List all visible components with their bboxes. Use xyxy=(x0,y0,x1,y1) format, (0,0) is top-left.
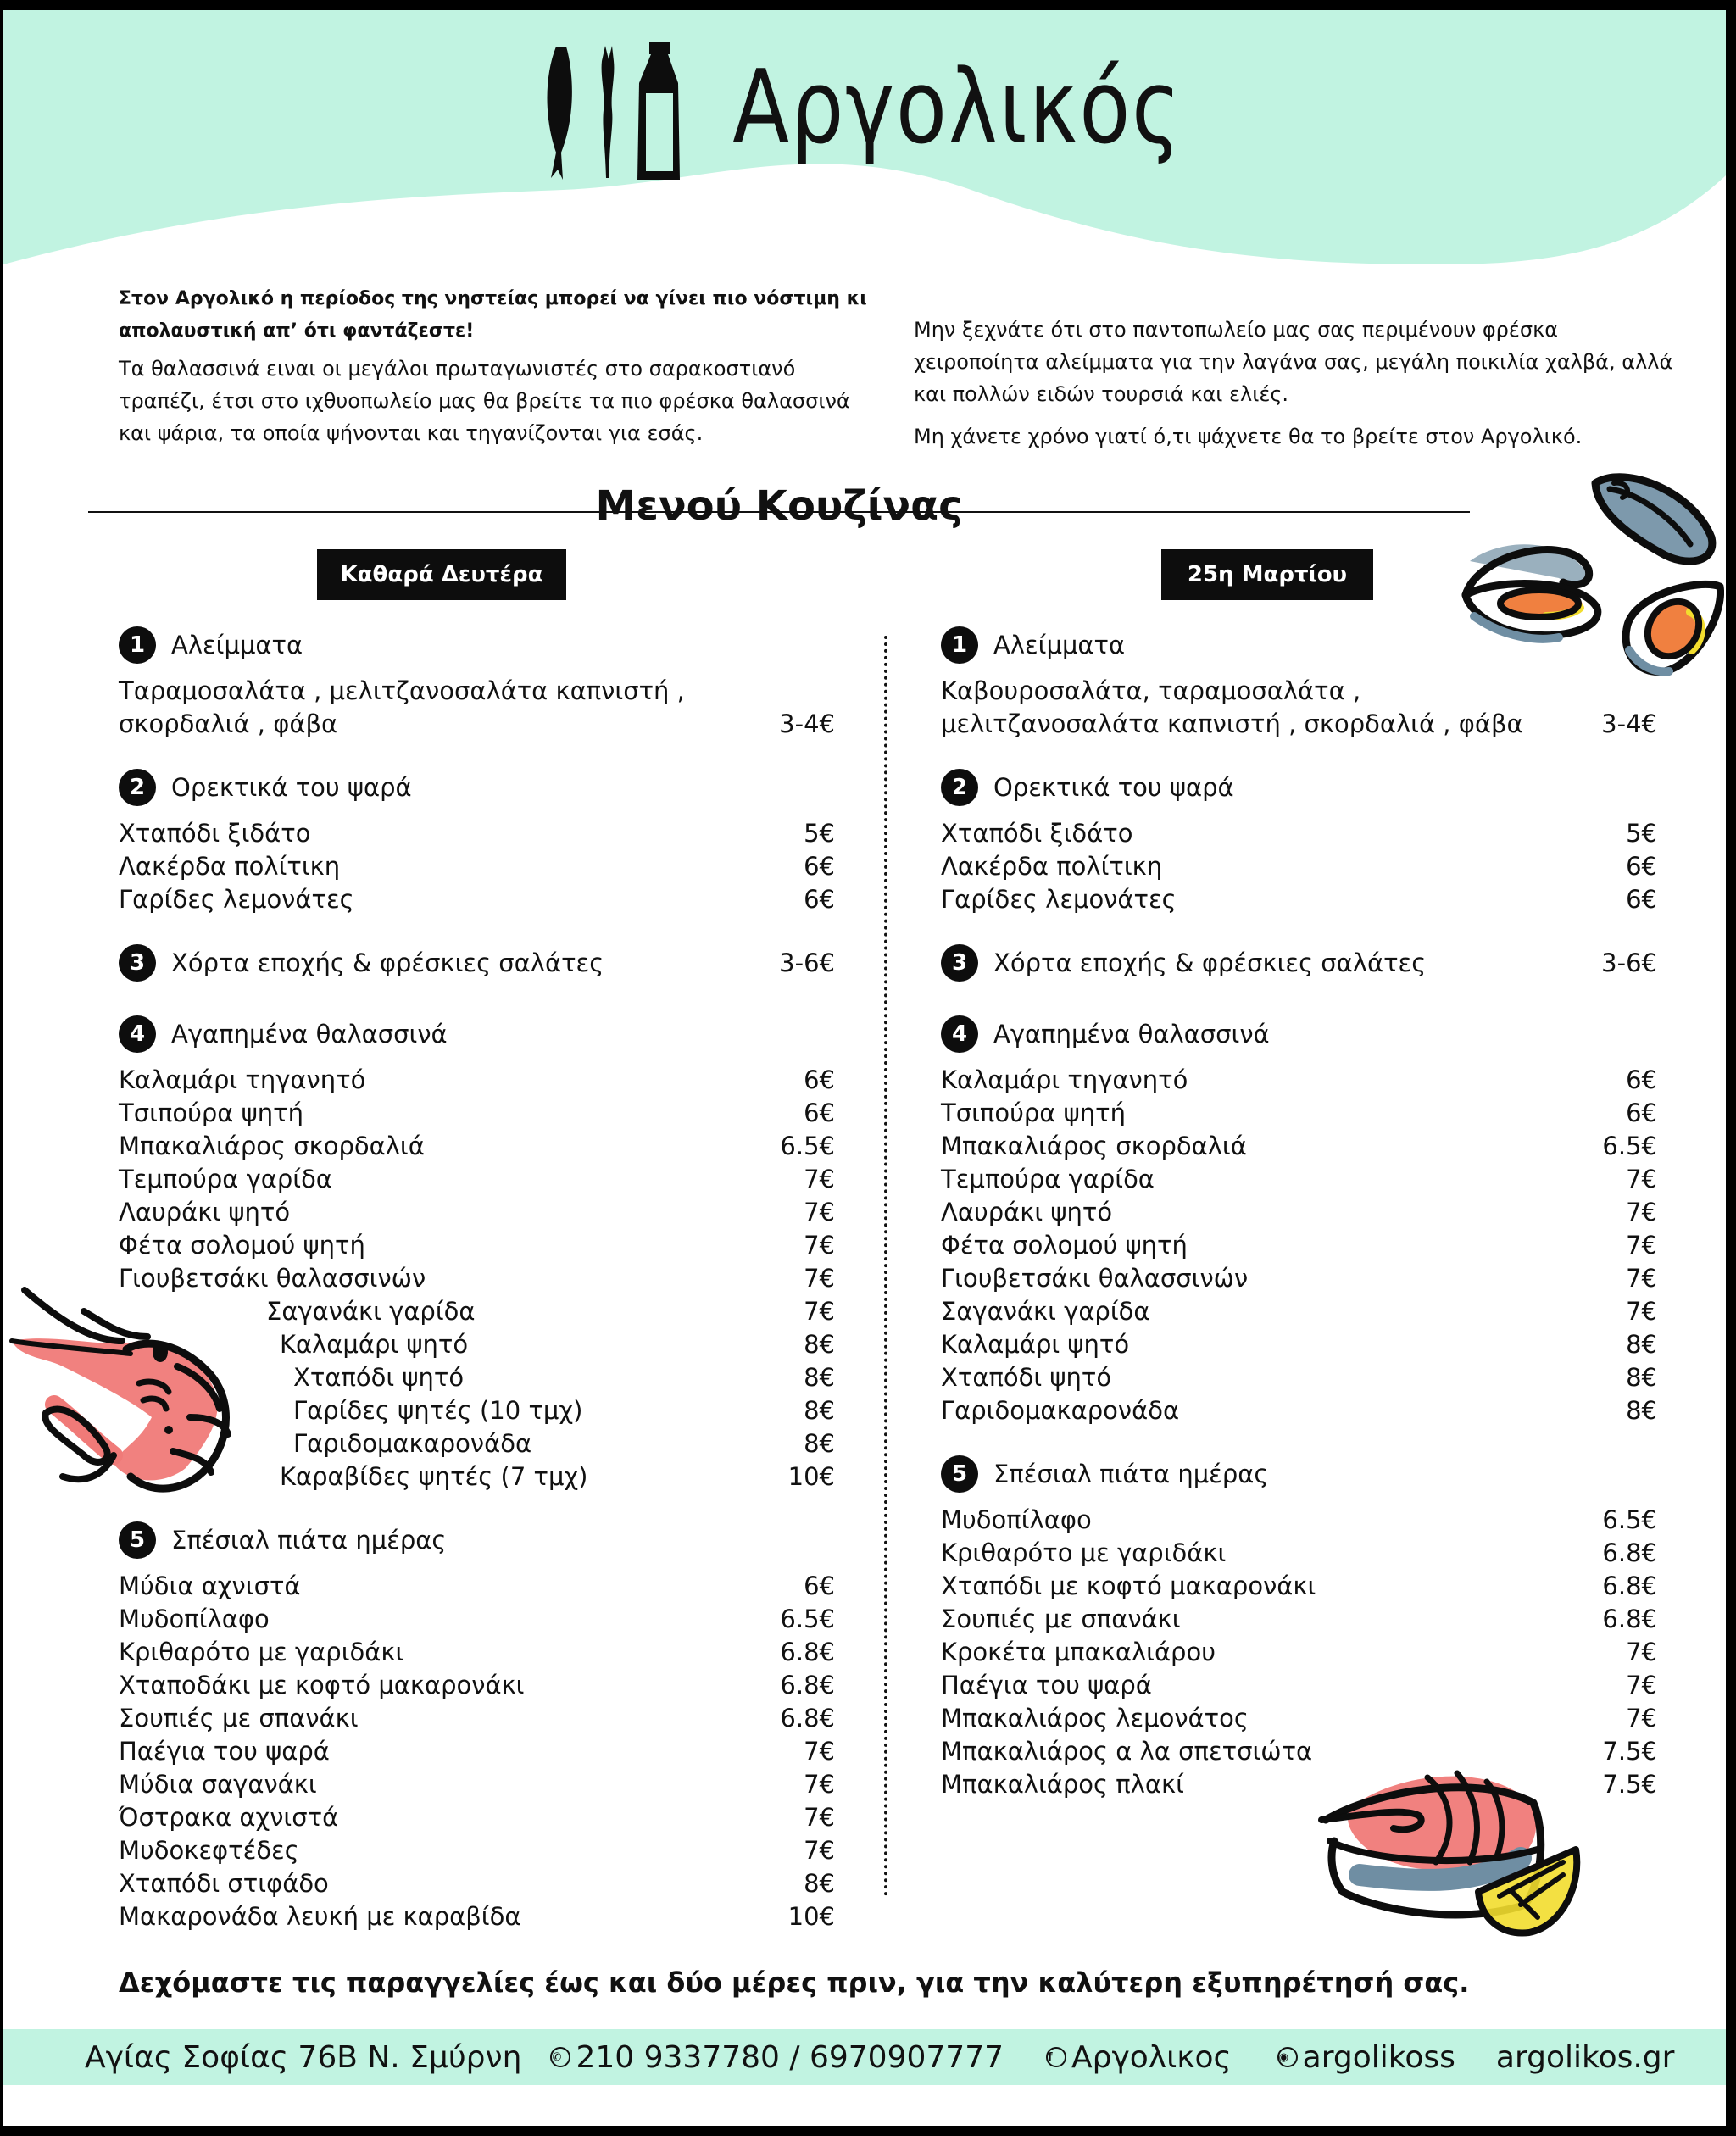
menu-item xyxy=(119,1768,835,1801)
menu-item-price: 6€ xyxy=(804,1065,835,1094)
menu-item-name: Μυδοκεφτέδες xyxy=(119,1836,299,1865)
menu-item-price: 7€ xyxy=(804,1737,835,1766)
phone-icon: ✆ xyxy=(550,2047,570,2067)
menu-item xyxy=(119,817,835,850)
menu-item-name: Τεμπούρα γαρίδα xyxy=(119,1165,332,1193)
menu-item xyxy=(941,1702,1657,1735)
menu-item xyxy=(119,1097,835,1130)
menu-item-name: Καραβίδες ψητές (7 τμχ) xyxy=(280,1462,588,1491)
menu-item-price: 8€ xyxy=(1626,1396,1657,1425)
footer-address: Αγίας Σοφίας 76Β Ν. Σμύρνη xyxy=(85,2039,522,2075)
menu-item-name xyxy=(119,675,685,741)
menu-item xyxy=(941,1163,1657,1196)
footer-instagram[interactable] xyxy=(1277,2040,1455,2075)
menu-item-price: 7€ xyxy=(804,1297,835,1326)
menu-item-price: 7€ xyxy=(804,1198,835,1227)
menu-item-name: Φέτα σολομού ψητή xyxy=(941,1231,1188,1260)
menu-item-name: Σαγανάκι γαρίδα xyxy=(941,1297,1150,1326)
section-price: 3-6€ xyxy=(779,948,835,977)
footer-facebook[interactable] xyxy=(1046,2040,1232,2075)
section-price: 3-6€ xyxy=(1601,948,1657,977)
menu-section xyxy=(941,763,1657,916)
menu-item xyxy=(941,1669,1657,1702)
menu-item-name: Χταπόδι ξιδάτο xyxy=(941,819,1133,848)
menu-item-line: Ταραμοσαλάτα , μελιτζανοσαλάτα καπνιστή , xyxy=(119,676,685,705)
menu-item xyxy=(119,1900,835,1933)
carrot-icon xyxy=(602,46,615,178)
menu-item-name: Χταπόδι με κοφτό μακαρονάκι xyxy=(941,1571,1316,1600)
menu-item-price: 6.8€ xyxy=(1602,1571,1657,1600)
section-title: Αλείμματα xyxy=(171,631,303,659)
menu-item-price: 8€ xyxy=(804,1330,835,1359)
menu-item-name: Μακαρονάδα λευκή με καραβίδα xyxy=(119,1902,521,1931)
mussels-illustration xyxy=(1444,459,1724,680)
menu-item-name: Γιουβετσάκι θαλασσινών xyxy=(941,1264,1249,1293)
logo-icons xyxy=(546,42,703,183)
menu-item-price: 7€ xyxy=(804,1836,835,1865)
menu-item-name: Παέγια του ψαρά xyxy=(941,1671,1152,1699)
facebook-icon: f xyxy=(1046,2047,1066,2067)
menu-item xyxy=(941,1328,1657,1361)
section-title: Σπέσιαλ πιάτα ημέρας xyxy=(171,1526,447,1555)
menu-item-price: 7.5€ xyxy=(1602,1737,1657,1766)
section-title: Αγαπημένα θαλασσινά xyxy=(993,1020,1270,1049)
menu-item-name: Μύδια σαγανάκι xyxy=(119,1770,317,1799)
menu-section xyxy=(941,1010,1657,1427)
section-header xyxy=(119,1516,835,1565)
menu-item xyxy=(119,1196,835,1229)
menu-item-price: 8€ xyxy=(1626,1330,1657,1359)
column-badge-march-25: 25η Μαρτίου xyxy=(1161,549,1373,600)
menu-item xyxy=(941,675,1657,741)
menu-item-name: Σαγανάκι γαρίδα xyxy=(266,1297,476,1326)
menu-section xyxy=(941,938,1657,987)
menu-item xyxy=(941,1064,1657,1097)
menu-title: Μενού Κουζίνας xyxy=(595,482,963,530)
menu-item xyxy=(941,1603,1657,1636)
menu-item-name: Μπακαλιάρος σκορδαλιά xyxy=(941,1132,1247,1160)
section-number-badge: 3 xyxy=(119,944,156,982)
section-header xyxy=(119,938,835,987)
instagram-handle: argolikoss xyxy=(1302,2039,1455,2075)
menu-item xyxy=(119,1130,835,1163)
menu-item xyxy=(941,1570,1657,1603)
menu-item-name: Χταποδάκι με κοφτό μακαρονάκι xyxy=(119,1671,525,1699)
section-title: Χόρτα εποχής & φρέσκιες σαλάτες xyxy=(993,948,1427,977)
menu-item xyxy=(941,1394,1657,1427)
menu-item-name: Χταπόδι ψητό xyxy=(941,1363,1112,1392)
menu-item-price: 6€ xyxy=(804,885,835,914)
menu-item-price: 8€ xyxy=(1626,1363,1657,1392)
menu-item-line: Καβουροσαλάτα, ταραμοσαλάτα , xyxy=(941,676,1361,705)
menu-item-name: Λαυράκι ψητό xyxy=(119,1198,291,1227)
menu-item-price: 7€ xyxy=(804,1803,835,1832)
menu-item xyxy=(119,1702,835,1735)
menu-item-name: Λακέρδα πολίτικη xyxy=(941,852,1163,881)
menu-item-name: Γαρίδες λεμονάτες xyxy=(941,885,1177,914)
menu-item-price: 10€ xyxy=(787,1902,835,1931)
section-title: Σπέσιαλ πιάτα ημέρας xyxy=(993,1460,1269,1488)
menu-item-price: 8€ xyxy=(804,1869,835,1898)
menu-column-right xyxy=(941,620,1657,1823)
menu-item-price: 8€ xyxy=(804,1396,835,1425)
menu-item-name: Γαρίδες λεμονάτες xyxy=(119,885,354,914)
section-header xyxy=(941,1449,1657,1499)
footer-website-link[interactable]: argolikos.gr xyxy=(1495,2039,1675,2075)
menu-item-price: 6€ xyxy=(1626,1099,1657,1127)
menu-section xyxy=(119,938,835,987)
menu-item-name: Χταπόδι ξιδάτο xyxy=(119,819,311,848)
section-number-badge: 4 xyxy=(119,1015,156,1053)
menu-item-name: Καλαμάρι ψητό xyxy=(280,1330,469,1359)
menu-item xyxy=(941,850,1657,883)
menu-item-price: 7€ xyxy=(1626,1671,1657,1699)
section-number-badge: 1 xyxy=(941,626,978,664)
menu-item-price: 6€ xyxy=(1626,852,1657,881)
menu-item xyxy=(119,1801,835,1834)
menu-item-price: 3-4€ xyxy=(1601,709,1657,738)
menu-section xyxy=(119,620,835,741)
menu-item-price: 7€ xyxy=(804,1264,835,1293)
menu-item-price: 8€ xyxy=(804,1429,835,1458)
intro-paragraph: Μην ξεχνάτε ότι στο παντοπωλείο μας σας περιμένουν φρέσκα χειροποίητα αλείμματα για την λαγάνα σας, μεγάλη ποικιλία χαλβά, αλλά και πολλών ειδών τουρσιά και ελιές. xyxy=(914,318,1673,406)
section-items xyxy=(119,675,835,741)
menu-item xyxy=(119,1867,835,1900)
section-title: Ορεκτικά του ψαρά xyxy=(993,773,1234,802)
menu-item-name: Κροκέτα μπακαλιάρου xyxy=(941,1638,1216,1666)
section-items xyxy=(941,1064,1657,1427)
menu-section xyxy=(119,1516,835,1933)
menu-item xyxy=(941,1537,1657,1570)
menu-item-name: Τεμπούρα γαρίδα xyxy=(941,1165,1155,1193)
menu-item-name: Μπακαλιάρος πλακί xyxy=(941,1770,1184,1799)
section-items xyxy=(941,675,1657,741)
section-number-badge: 1 xyxy=(119,626,156,664)
menu-item-price: 10€ xyxy=(787,1462,835,1491)
section-items xyxy=(119,817,835,916)
menu-item-price: 7€ xyxy=(804,1770,835,1799)
footer-contact-bar xyxy=(3,2029,1726,2085)
menu-item-name: Καλαμάρι ψητό xyxy=(941,1330,1130,1359)
menu-item-name: Γαριδομακαρονάδα xyxy=(293,1429,532,1458)
menu-item-price: 6€ xyxy=(1626,1065,1657,1094)
section-header xyxy=(119,1010,835,1059)
menu-item-price: 6€ xyxy=(804,852,835,881)
menu-item xyxy=(941,817,1657,850)
menu-item xyxy=(941,1361,1657,1394)
menu-item-name: Μυδοπίλαφο xyxy=(941,1505,1092,1534)
shrimp-illustration xyxy=(3,1273,283,1502)
menu-item-name: Γαρίδες ψητές (10 τμχ) xyxy=(293,1396,583,1425)
column-divider xyxy=(884,636,887,1897)
menu-item-price: 7€ xyxy=(1626,1297,1657,1326)
intro-right xyxy=(914,314,1677,463)
menu-item xyxy=(941,1295,1657,1328)
menu-item-price: 5€ xyxy=(1626,819,1657,848)
menu-item-name xyxy=(941,675,1523,741)
menu-item-name: Κριθαρότο με γαριδάκι xyxy=(119,1638,404,1666)
menu-item-price: 6.8€ xyxy=(1602,1538,1657,1567)
menu-item-name: Γιουβετσάκι θαλασσινών xyxy=(119,1264,426,1293)
phone-number: 210 9337780 / 6970907777 xyxy=(576,2039,1004,2075)
menu-item xyxy=(119,1735,835,1768)
menu-item-name: Μύδια αχνιστά xyxy=(119,1571,301,1600)
menu-item-name: Κριθαρότο με γαριδάκι xyxy=(941,1538,1227,1567)
menu-item-line: μελιτζανοσαλάτα καπνιστή , σκορδαλιά , φάβα xyxy=(941,709,1523,738)
section-title: Ορεκτικά του ψαρά xyxy=(171,773,412,802)
intro-paragraph: Μη χάνετε χρόνο γιατί ό,τι ψάχνετε θα το βρείτε στον Αργολικό. xyxy=(914,425,1583,448)
menu-page xyxy=(3,10,1726,2126)
menu-item xyxy=(119,1064,835,1097)
footer-phone[interactable] xyxy=(550,2040,1004,2075)
menu-item-price: 7€ xyxy=(1626,1704,1657,1733)
section-title: Χόρτα εποχής & φρέσκιες σαλάτες xyxy=(171,948,604,977)
intro-left xyxy=(119,283,882,459)
menu-item xyxy=(941,1636,1657,1669)
menu-item-price: 6€ xyxy=(804,1099,835,1127)
section-number-badge: 2 xyxy=(119,769,156,806)
menu-item-name: Σουπιές με σπανάκι xyxy=(119,1704,359,1733)
orders-note: Δεχόμαστε τις παραγγελίες έως και δύο μέρες πριν, για την καλύτερη εξυπηρέτησή σας. xyxy=(119,1966,1470,1999)
section-header xyxy=(941,1010,1657,1059)
menu-item-price: 3-4€ xyxy=(779,709,835,738)
intro-headline: Στον Αργολικό η περίοδος της νηστείας μπορεί να γίνει πιο νόστιμη κι απολαυστική απ’ ότι φαντάζεστε! xyxy=(119,288,867,342)
section-items xyxy=(119,1570,835,1933)
menu-item-price: 7€ xyxy=(804,1165,835,1193)
menu-item-name: Τσιπούρα ψητή xyxy=(941,1099,1126,1127)
section-number-badge: 5 xyxy=(119,1521,156,1559)
column-badge-clean-monday: Καθαρά Δευτέρα xyxy=(317,549,566,600)
section-header xyxy=(119,620,835,670)
menu-item-price: 6.5€ xyxy=(1602,1505,1657,1534)
menu-item xyxy=(119,1669,835,1702)
salmon-steak-illustration xyxy=(1309,1756,1589,1960)
facebook-handle: Αργολικος xyxy=(1071,2039,1232,2075)
menu-item xyxy=(119,1636,835,1669)
menu-item-name: Μπακαλιάρος λεμονάτος xyxy=(941,1704,1249,1733)
section-number-badge: 5 xyxy=(941,1455,978,1493)
menu-item xyxy=(941,1097,1657,1130)
section-number-badge: 3 xyxy=(941,944,978,982)
menu-item-price: 6.8€ xyxy=(780,1704,835,1733)
menu-item-name: Μπακαλιάρος σκορδαλιά xyxy=(119,1132,425,1160)
menu-item-price: 6.8€ xyxy=(780,1638,835,1666)
menu-item xyxy=(119,675,835,741)
brand-logo xyxy=(546,42,1241,186)
menu-item xyxy=(941,1130,1657,1163)
menu-item-name: Φέτα σολομού ψητή xyxy=(119,1231,365,1260)
menu-item xyxy=(941,1229,1657,1262)
fish-icon xyxy=(548,47,572,180)
menu-item xyxy=(941,1262,1657,1295)
section-number-badge: 2 xyxy=(941,769,978,806)
menu-item-name: Όστρακα αχνιστά xyxy=(119,1803,339,1832)
menu-item-price: 6.5€ xyxy=(780,1605,835,1633)
menu-item-price: 6.5€ xyxy=(1602,1132,1657,1160)
section-header xyxy=(941,763,1657,812)
menu-item xyxy=(941,883,1657,916)
menu-item-name: Χταπόδι ψητό xyxy=(293,1363,465,1392)
menu-item-price: 6.8€ xyxy=(1602,1605,1657,1633)
menu-item-name: Καλαμάρι τηγανητό xyxy=(119,1065,366,1094)
bottle-icon xyxy=(637,42,680,180)
menu-item xyxy=(119,850,835,883)
menu-item-name: Παέγια του ψαρά xyxy=(119,1737,330,1766)
menu-item xyxy=(119,1570,835,1603)
menu-item-name: Σουπιές με σπανάκι xyxy=(941,1605,1181,1633)
intro-paragraph: Τα θαλασσινά ειναι οι μεγάλοι πρωταγωνιστές στο σαρακοστιανό τραπέζι, έτσι στο ιχθυοπωλείο μας θα βρείτε τα πιο φρέσκα θαλασσινά και ψάρια, τα οποία ψήνονται και τηγανίζονται για εσάς. xyxy=(119,357,850,445)
menu-item-name: Γαριδομακαρονάδα xyxy=(941,1396,1180,1425)
menu-item xyxy=(119,1603,835,1636)
menu-item-price: 7€ xyxy=(1626,1231,1657,1260)
menu-item-price: 6€ xyxy=(804,1571,835,1600)
brand-name: Αργολικός xyxy=(732,49,1182,167)
menu-item-name: Λακέρδα πολίτικη xyxy=(119,852,341,881)
menu-item-price: 5€ xyxy=(804,819,835,848)
menu-item xyxy=(941,1504,1657,1537)
menu-item-name: Μυδοπίλαφο xyxy=(119,1605,270,1633)
menu-item-price: 7€ xyxy=(804,1231,835,1260)
section-header xyxy=(119,763,835,812)
menu-item-price: 7€ xyxy=(1626,1638,1657,1666)
menu-section xyxy=(941,1449,1657,1801)
menu-item-price: 6.8€ xyxy=(780,1671,835,1699)
menu-title-block xyxy=(88,481,1470,531)
menu-item-price: 8€ xyxy=(804,1363,835,1392)
section-title: Αλείμματα xyxy=(993,631,1126,659)
menu-item-price: 7€ xyxy=(1626,1198,1657,1227)
instagram-icon: ◉ xyxy=(1277,2047,1298,2067)
menu-section xyxy=(119,763,835,916)
menu-item-price: 7€ xyxy=(1626,1165,1657,1193)
section-header xyxy=(941,938,1657,987)
menu-item xyxy=(119,1163,835,1196)
menu-item-line: σκορδαλιά , φάβα xyxy=(119,709,338,738)
menu-item-name: Τσιπούρα ψητή xyxy=(119,1099,303,1127)
menu-item-price: 6€ xyxy=(1626,885,1657,914)
menu-item-name: Λαυράκι ψητό xyxy=(941,1198,1113,1227)
section-title: Αγαπημένα θαλασσινά xyxy=(171,1020,448,1049)
menu-item xyxy=(119,883,835,916)
menu-item-name: Χταπόδι στιφάδο xyxy=(119,1869,329,1898)
menu-item xyxy=(119,1229,835,1262)
menu-item-name: Μπακαλιάρος α λα σπετσιώτα xyxy=(941,1737,1313,1766)
menu-item-price: 7€ xyxy=(1626,1264,1657,1293)
section-number-badge: 4 xyxy=(941,1015,978,1053)
menu-item-price: 6.5€ xyxy=(780,1132,835,1160)
menu-item xyxy=(941,1196,1657,1229)
section-items xyxy=(941,817,1657,916)
menu-item-price: 7.5€ xyxy=(1602,1770,1657,1799)
menu-item xyxy=(119,1834,835,1867)
menu-item-name: Καλαμάρι τηγανητό xyxy=(941,1065,1188,1094)
